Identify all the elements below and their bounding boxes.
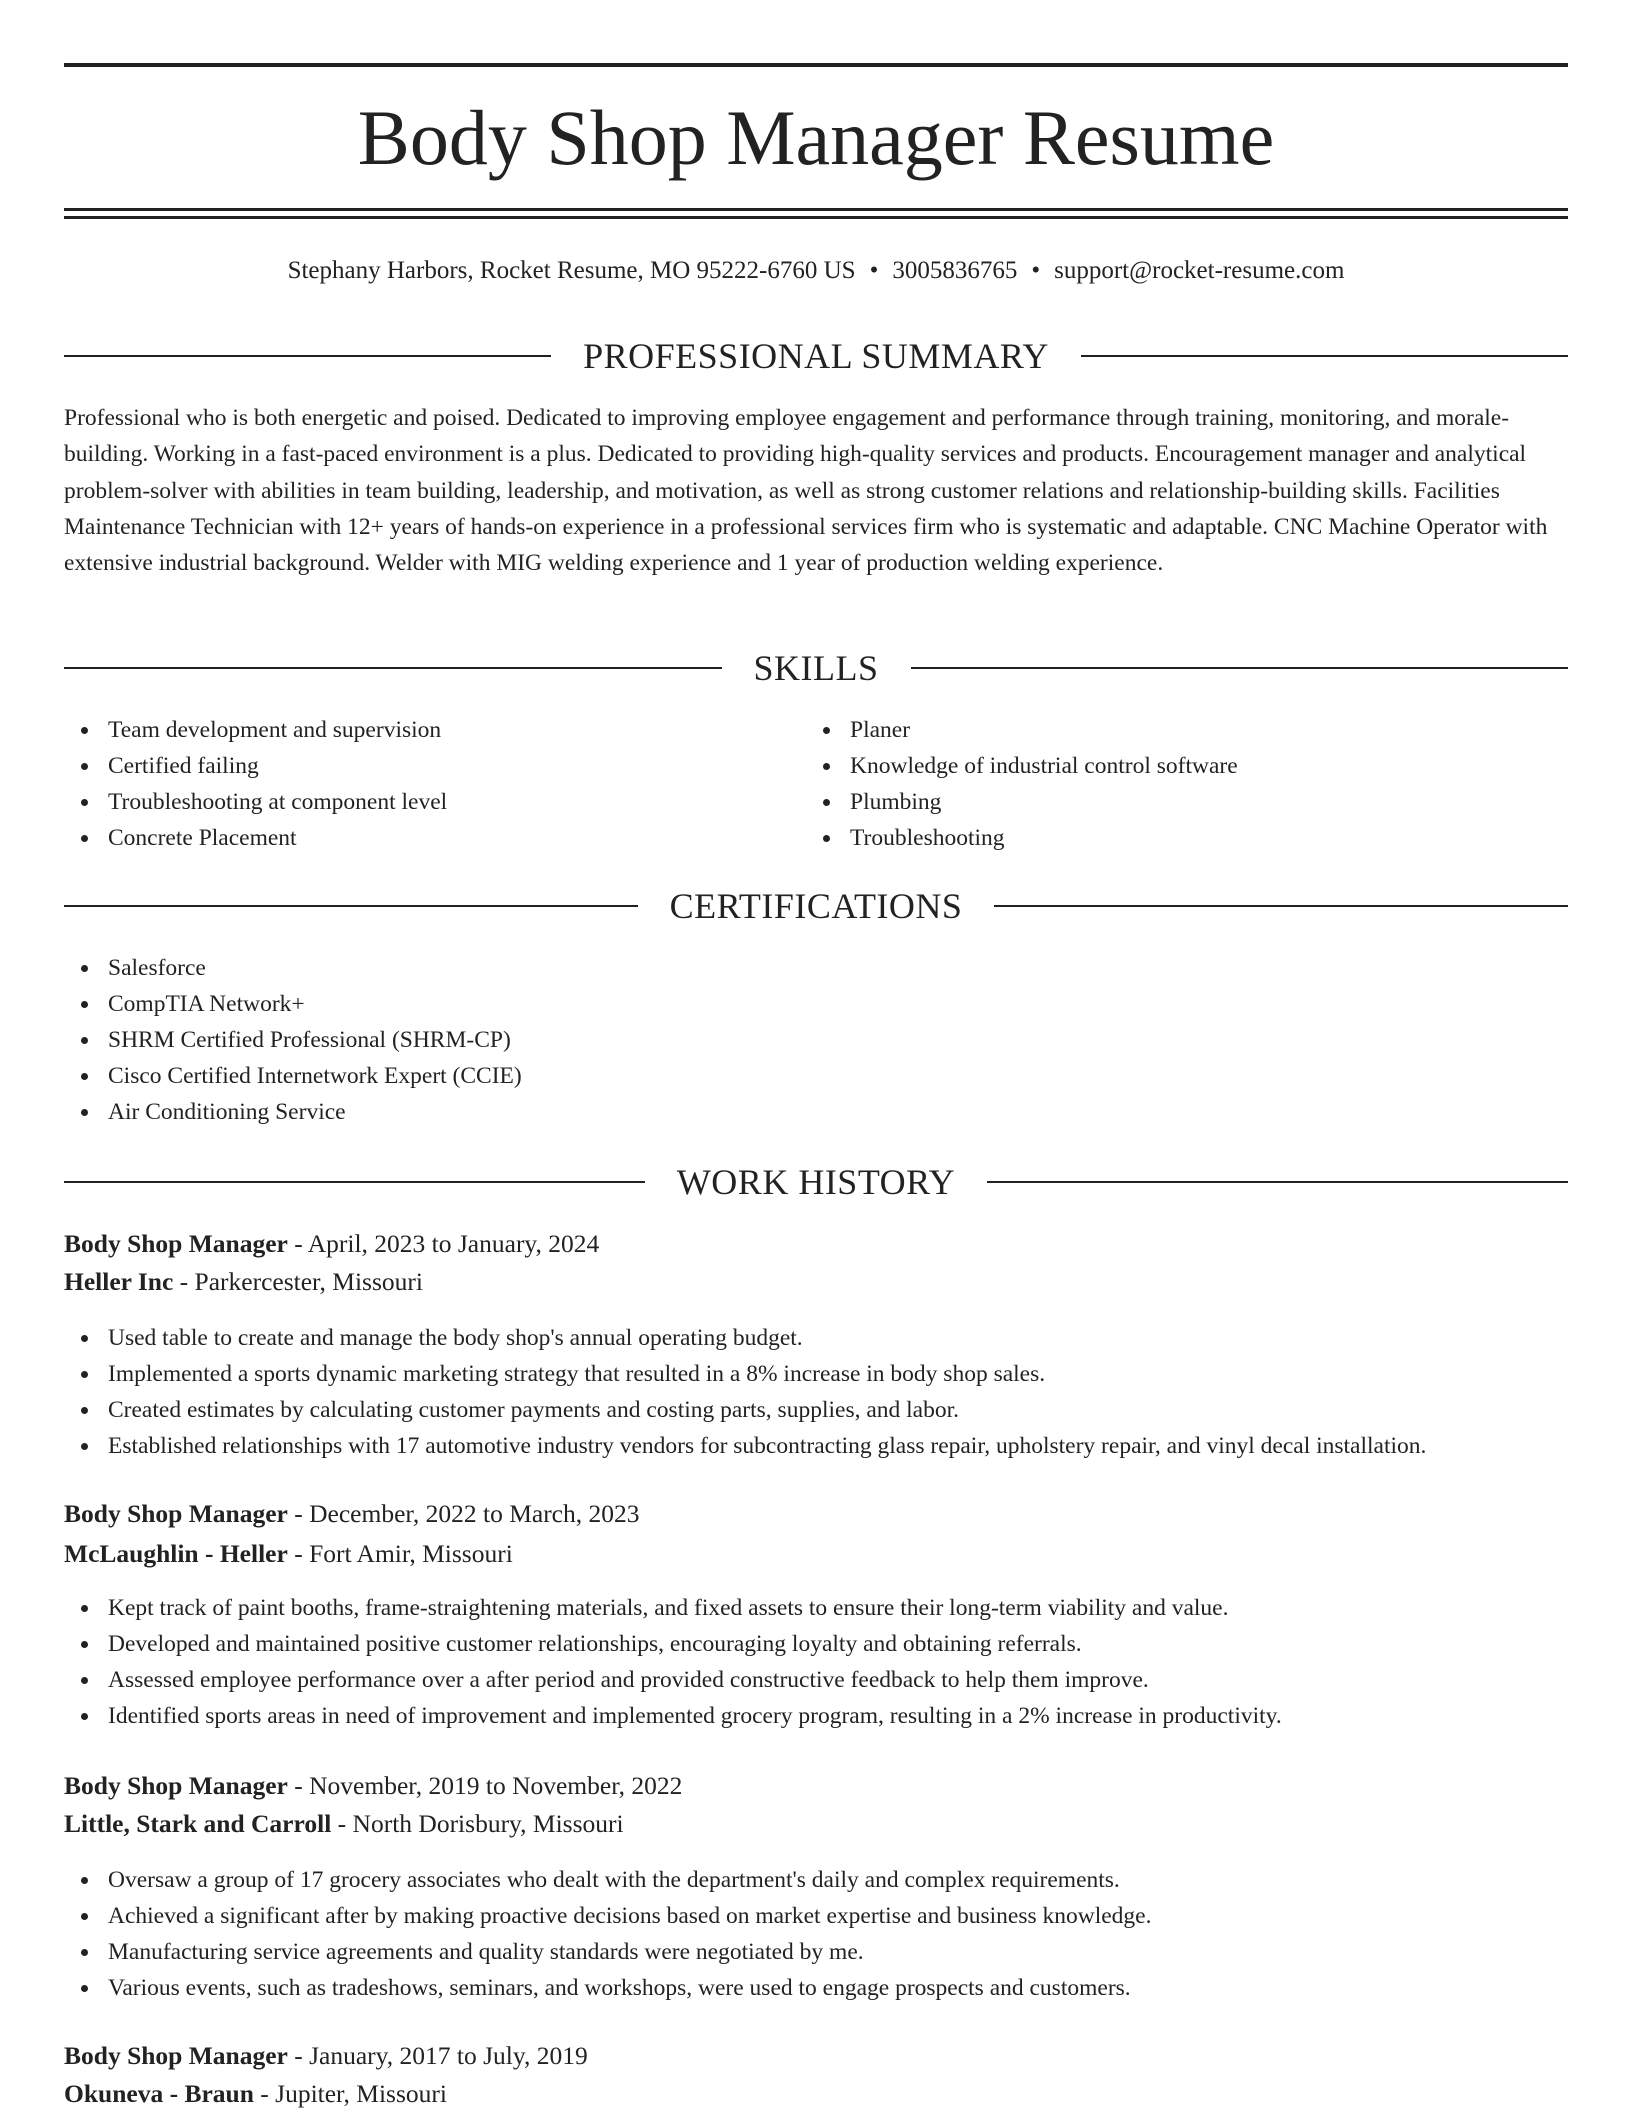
job-bullet: Kept track of paint booths, frame-straightening materials, and fixed assets to ensure their long-term viability and value.	[64, 1590, 1568, 1626]
job-bullets	[64, 1590, 1568, 1734]
heading-rule	[64, 1181, 645, 1183]
skill-item: Troubleshooting at component level	[64, 784, 804, 820]
skills-heading-label: SKILLS	[753, 648, 879, 688]
dash-separator: -	[173, 1267, 195, 1296]
job-bullet: Achieved a significant after by making proactive decisions based on market expertise and business knowledge.	[64, 1898, 1568, 1934]
job-location: Parkercester, Missouri	[194, 1267, 423, 1296]
certification-item: Cisco Certified Internetwork Expert (CCIE)	[64, 1058, 1568, 1094]
skills-heading	[64, 646, 1568, 690]
job-bullet: Identified sports areas in need of improvement and implemented grocery program, resulting in a 2% increase in productivity.	[64, 1698, 1568, 1734]
contact-address: Stephany Harbors, Rocket Resume, MO 95222-6760 US	[287, 257, 856, 284]
job-role-line	[64, 1768, 1568, 1804]
job-company: Little, Stark and Carroll	[64, 1809, 332, 1838]
job-role: Body Shop Manager	[64, 1229, 288, 1258]
skill-item: Planer	[806, 712, 1546, 748]
job-location: Jupiter, Missouri	[275, 2079, 447, 2108]
skill-item: Knowledge of industrial control software	[806, 748, 1546, 784]
contact-email: support@rocket-resume.com	[1054, 257, 1345, 284]
job-role-line	[64, 1226, 1568, 1262]
job-bullets	[64, 1320, 1568, 1464]
contact-phone: 3005836765	[892, 257, 1018, 284]
certifications-heading-label: CERTIFICATIONS	[669, 886, 963, 926]
certification-item: CompTIA Network+	[64, 986, 1568, 1022]
skills-list-right	[806, 712, 1546, 856]
skill-item: Plumbing	[806, 784, 1546, 820]
job-bullet: Manufacturing service agreements and quality standards were negotiated by me.	[64, 1934, 1568, 1970]
job-location: North Dorisbury, Missouri	[352, 1809, 624, 1838]
heading-rule	[994, 905, 1568, 907]
job-role-line	[64, 2038, 1568, 2074]
dash-separator: -	[331, 1809, 353, 1838]
title-rule-upper	[64, 208, 1568, 211]
heading-rule	[64, 905, 638, 907]
heading-rule	[1081, 355, 1568, 357]
job-role: Body Shop Manager	[64, 1499, 288, 1528]
job-company: Heller Inc	[64, 1267, 174, 1296]
dash-separator: -	[287, 1771, 310, 1800]
certification-item: SHRM Certified Professional (SHRM-CP)	[64, 1022, 1568, 1058]
job-role: Body Shop Manager	[64, 2041, 288, 2070]
job-bullet: Established relationships with 17 automotive industry vendors for subcontracting glass repair, upholstery repair, and vinyl decal installation.	[64, 1428, 1568, 1464]
job-dates: January, 2017 to July, 2019	[309, 2041, 588, 2070]
top-rule	[64, 63, 1568, 67]
certification-item: Salesforce	[64, 950, 1568, 986]
contact-line	[64, 254, 1568, 288]
job-bullet: Developed and maintained positive customer relationships, encouraging loyalty and obtaining referrals.	[64, 1626, 1568, 1662]
dash-separator: -	[287, 1539, 310, 1568]
certification-item: Air Conditioning Service	[64, 1094, 1568, 1130]
job-role-line	[64, 1496, 1568, 1532]
job-bullets	[64, 1862, 1568, 2006]
skill-item: Certified failing	[64, 748, 804, 784]
skill-item: Team development and supervision	[64, 712, 804, 748]
job-bullet: Implemented a sports dynamic marketing strategy that resulted in a 8% increase in body shop sales.	[64, 1356, 1568, 1392]
job-dates: December, 2022 to March, 2023	[309, 1499, 640, 1528]
job-dates: November, 2019 to November, 2022	[309, 1771, 683, 1800]
contact-separator: •	[869, 257, 879, 284]
dash-separator: -	[287, 2041, 310, 2070]
dash-separator: -	[253, 2079, 276, 2108]
skills-list-left	[64, 712, 804, 856]
summary-text: Professional who is both energetic and poised. Dedicated to improving employee engagement and performance through training, monitoring, and morale-building. Working in a fast-paced environment is a plus. Dedicated to providing high-quality services and products. Encouragement manager and analytical problem-solver with abilities in team building, leadership, and motivation, as well as strong customer relations and relationship-building skills. Facilities Maintenance Technician with 12+ years of hands-on experience in a professional services firm who is systematic and adaptable. CNC Machine Operator with extensive industrial background. Welder with MIG welding experience and 1 year of production welding experience.	[64, 405, 1548, 577]
job-bullet: Used table to create and manage the body shop's annual operating budget.	[64, 1320, 1568, 1356]
job-company-line	[64, 2076, 1568, 2112]
skill-item: Concrete Placement	[64, 820, 804, 856]
summary-heading-label: PROFESSIONAL SUMMARY	[583, 336, 1049, 376]
job-company-line	[64, 1806, 1568, 1842]
job-location: Fort Amir, Missouri	[309, 1539, 513, 1568]
certifications-list	[64, 950, 1568, 1130]
contact-separator: •	[1031, 257, 1041, 284]
heading-rule	[64, 355, 551, 357]
job-bullet: Created estimates by calculating customer payments and costing parts, supplies, and labor.	[64, 1392, 1568, 1428]
resume-title: Body Shop Manager Resume	[357, 94, 1275, 181]
work-history-heading-label: WORK HISTORY	[676, 1162, 956, 1202]
dash-separator: -	[287, 1229, 308, 1258]
certifications-heading	[64, 884, 1568, 928]
dash-separator: -	[287, 1499, 310, 1528]
job-company-line	[64, 1264, 1568, 1300]
job-bullet: Oversaw a group of 17 grocery associates who dealt with the department's daily and complex requirements.	[64, 1862, 1568, 1898]
job-company: Okuneva - Braun	[64, 2079, 254, 2108]
heading-rule	[987, 1181, 1568, 1183]
job-bullet: Assessed employee performance over a after period and provided constructive feedback to help them improve.	[64, 1662, 1568, 1698]
job-dates: April, 2023 to January, 2024	[307, 1229, 600, 1258]
job-role: Body Shop Manager	[64, 1771, 288, 1800]
heading-rule	[64, 667, 722, 669]
job-company: McLaughlin - Heller	[64, 1539, 288, 1568]
heading-rule	[911, 667, 1569, 669]
skill-item: Troubleshooting	[806, 820, 1546, 856]
title-rule-lower	[64, 216, 1568, 219]
work-history-heading	[64, 1160, 1568, 1204]
job-bullet: Various events, such as tradeshows, seminars, and workshops, were used to engage prospects and customers.	[64, 1970, 1568, 2006]
job-company-line	[64, 1536, 1568, 1572]
summary-heading	[64, 334, 1568, 378]
